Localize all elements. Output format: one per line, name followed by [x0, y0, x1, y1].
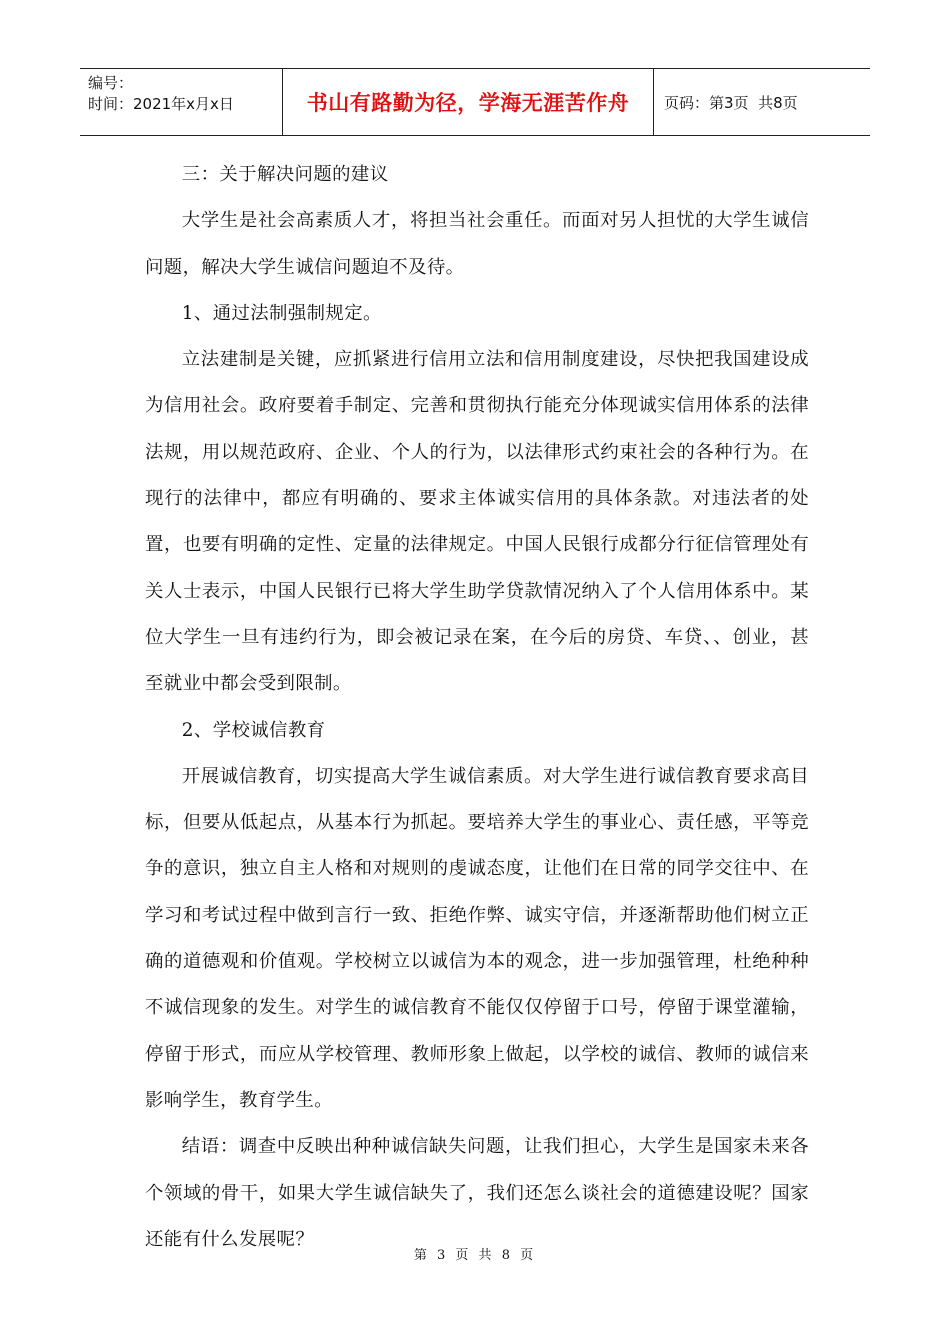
subheading-education: 2、学校诚信教育	[181, 719, 326, 741]
page-footer: 第 3 页 共 8 页	[413, 1248, 537, 1263]
section-heading: 三：关于解决问题的建议	[181, 164, 389, 185]
header-page-info	[654, 69, 870, 135]
education-paragraph: 开展诚信教育，切实提高大学生诚信素质。对大学生进行诚信教育要求高目标，但要从低起点，从基本行为抓起。要培养大学生的事业心、责任感，平等竞争的意识，独立自主人格和对规则的虔诚态度，让他们在日常的同学交往中、在学习和考试过程中做到言行一致、拒绝作弊、诚实守信，并逐渐帮助他们树立正确的道德观和价值观。学校树立以诚信为本的观念，进一步加强管理，杜绝种种不诚信现象的发生。对学生的诚信教育不能仅仅停留于口号，停留于课堂灌输，停留于形式，而应从学校管理、教师形象上做起，以学校的诚信、教师的诚信来影响学生，教育学生。	[145, 765, 809, 1111]
intro-paragraph: 大学生是社会高素质人才，将担当社会重任。而面对另人担忧的大学生诚信问题，解决大学生诚信问题迫不及待。	[145, 210, 809, 278]
document-body	[145, 152, 809, 1263]
conclusion-paragraph: 结语：调查中反映出种种诚信缺失问题，让我们担心，大学生是国家未来各个领域的骨干，如果大学生诚信缺失了，我们还怎么谈社会的道德建设呢？国家还能有什么发展呢？	[145, 1136, 809, 1250]
page-number-label: 页码：第3页 共8页	[664, 93, 798, 112]
header-meta	[80, 69, 282, 135]
document-date-label: 时间：2021年x月x日	[88, 95, 234, 113]
subheading-law: 1、通过法制强制规定。	[181, 302, 382, 324]
document-number-label: 编号：	[88, 74, 134, 92]
page-header	[80, 68, 870, 136]
law-paragraph: 立法建制是关键，应抓紧进行信用立法和信用制度建设，尽快把我国建设成为信用社会。政府要着手制定、完善和贯彻执行能充分体现诚实信用体系的法律法规，用以规范政府、企业、个人的行为，以法律形式约束社会的各种行为。在现行的法律中，都应有明确的、要求主体诚实信用的具体条款。对违法者的处置，也要有明确的定性、定量的法律规定。中国人民银行成都分行征信管理处有关人士表示，中国人民银行已将大学生助学贷款情况纳入了个人信用体系中。某位大学生一旦有违约行为，即会被记录在案，在今后的房贷、车贷、、创业，甚至就业中都会受到限制。	[145, 349, 809, 695]
header-motto: 书山有路勤为径，学海无涯苦作舟	[282, 69, 654, 135]
